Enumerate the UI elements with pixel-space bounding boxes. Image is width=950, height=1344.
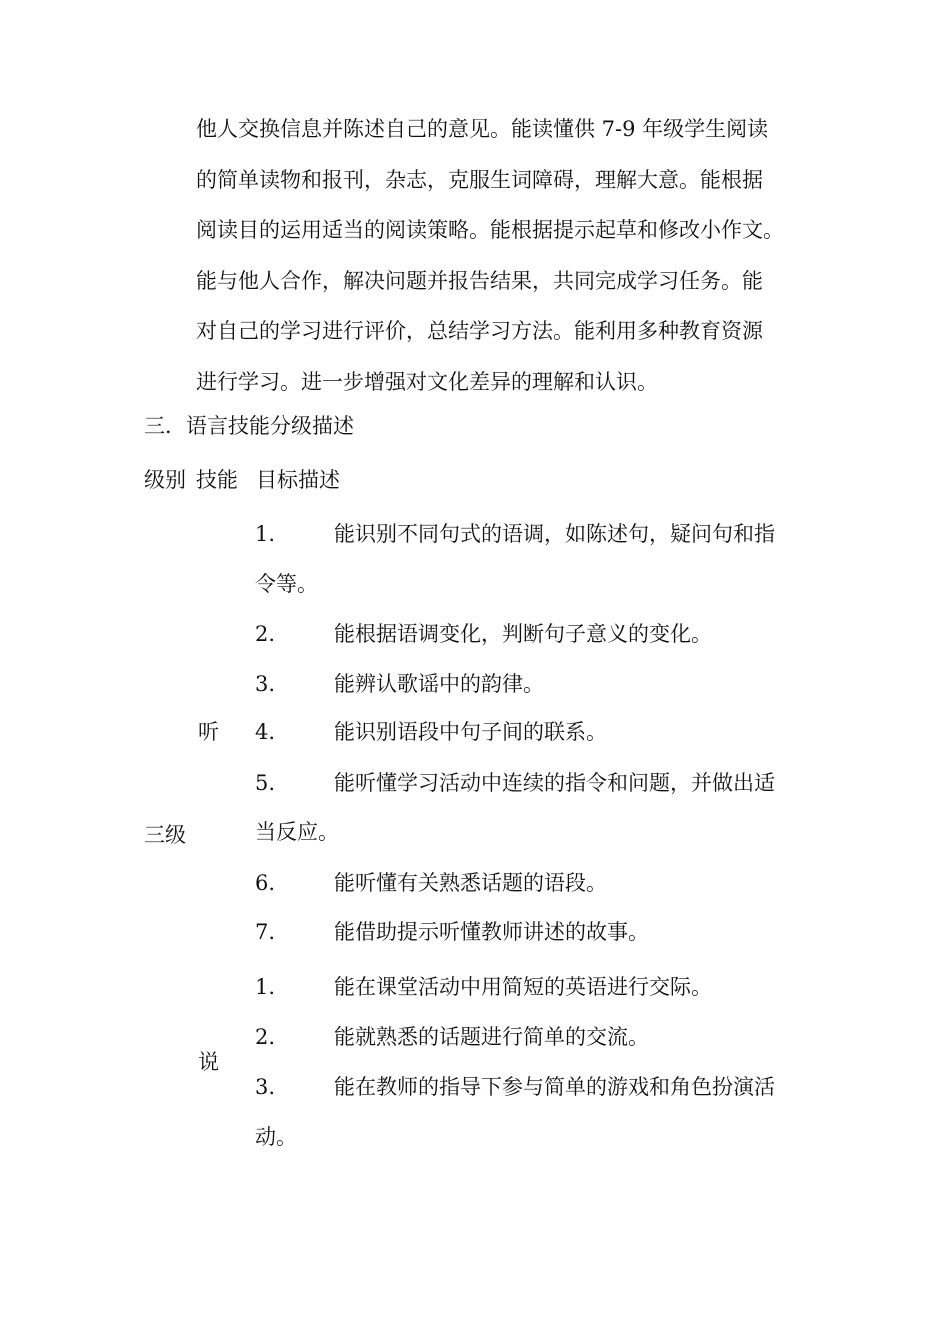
item-text: 能听懂学习活动中连续的指令和问题，并做出适 (334, 771, 775, 795)
header-skill: 技能 (196, 468, 238, 492)
intro-line: 进行学习。进一步增强对文化差异的理解和认识。 (196, 369, 658, 394)
skill-speaking: 说 (198, 1050, 219, 1074)
intro-line: 的简单读物和报刊，杂志，克服生词障碍，理解大意。能根据 (196, 167, 763, 192)
intro-line: 对自己的学习进行评价，总结学习方法。能利用多种教育资源 (196, 319, 763, 343)
item-text: 能借助提示听懂教师讲述的故事。 (334, 920, 649, 944)
item-continuation: 令等。 (255, 572, 318, 596)
item-text: 能听懂有关熟悉话题的语段。 (334, 871, 607, 895)
item-number: 7. (255, 920, 276, 944)
intro-paragraph (196, 104, 816, 407)
intro-line: 他人交换信息并陈述自己的意见。能读懂供 7-9 年级学生阅读 (196, 117, 769, 141)
intro-line: 能与他人合作，解决问题并报告结果，共同完成学习任务。能 (196, 268, 763, 293)
item-text: 能在教师的指导下参与简单的游戏和角色扮演活 (334, 1075, 775, 1099)
item-number: 3. (255, 1075, 276, 1099)
item-text: 能在课堂活动中用简短的英语进行交际。 (334, 975, 712, 999)
item-number: 1. (255, 975, 276, 999)
item-number: 2. (255, 1025, 276, 1049)
item-text: 能识别语段中句子间的联系。 (334, 720, 607, 744)
header-description: 目标描述 (256, 468, 340, 492)
level-label: 三级 (144, 823, 186, 847)
header-level: 级别 (144, 468, 186, 492)
section-heading: 三．语言技能分级描述 (144, 414, 354, 438)
intro-line: 阅读目的运用适当的阅读策略。能根据提示起草和修改小作文。 (196, 218, 784, 242)
item-continuation: 当反应。 (255, 820, 339, 844)
item-number: 1. (255, 522, 276, 546)
item-text: 能就熟悉的话题进行简单的交流。 (334, 1025, 649, 1049)
item-text: 能识别不同句式的语调，如陈述句，疑问句和指 (334, 522, 775, 546)
item-continuation: 动。 (255, 1125, 297, 1149)
item-text: 能根据语调变化，判断句子意义的变化。 (334, 622, 712, 646)
item-number: 3. (255, 672, 276, 696)
item-number: 2. (255, 622, 276, 646)
item-number: 5. (255, 771, 276, 795)
item-number: 6. (255, 871, 276, 895)
item-number: 4. (255, 720, 276, 744)
item-text: 能辨认歌谣中的韵律。 (334, 672, 544, 696)
skill-listening: 听 (198, 720, 219, 744)
